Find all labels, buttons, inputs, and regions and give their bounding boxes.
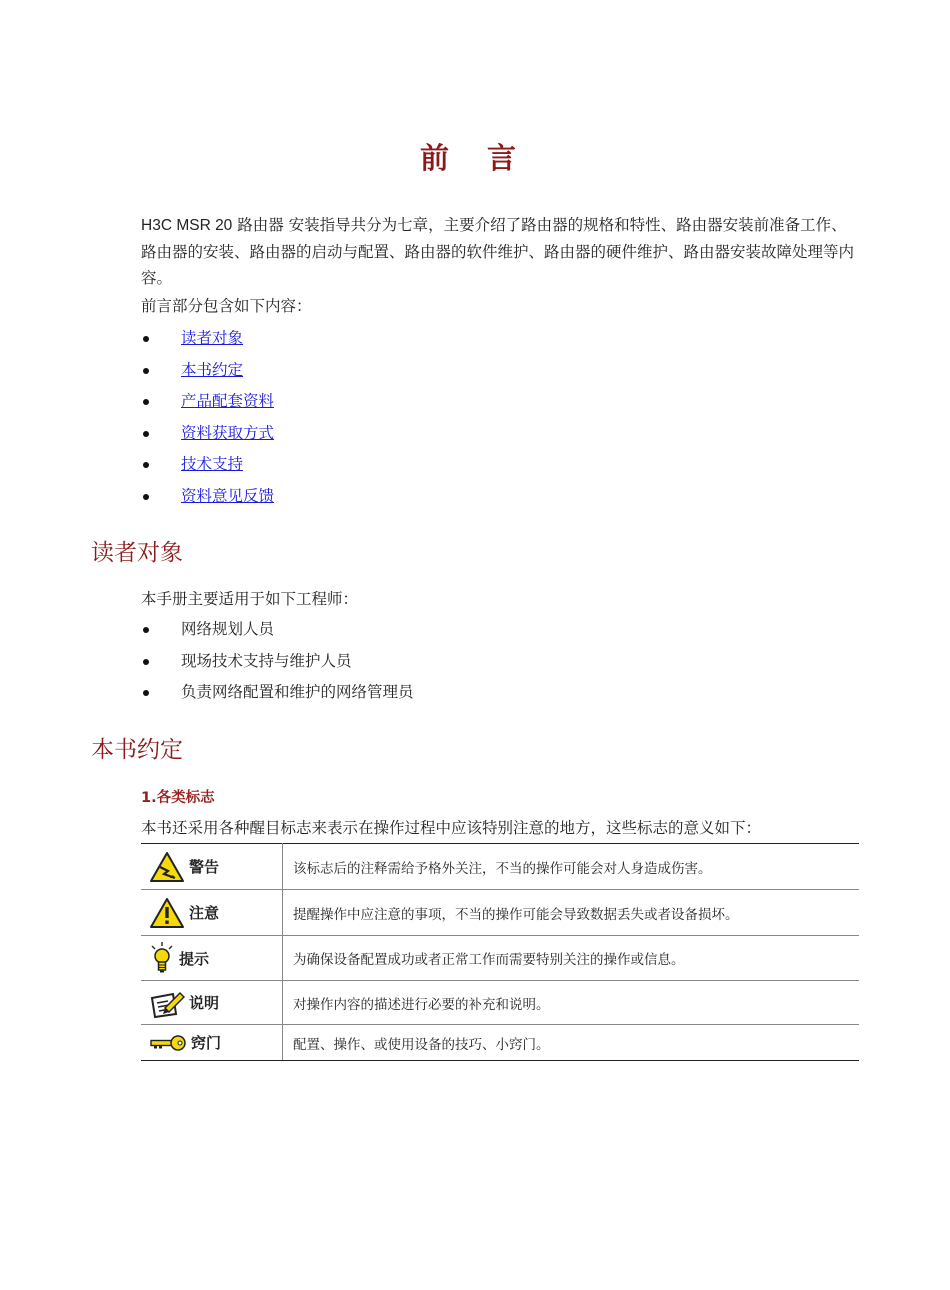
- list-item: [141, 646, 414, 678]
- toc-link-obtaining-docs[interactable]: 资料获取方式: [181, 423, 275, 442]
- list-item: [141, 355, 274, 387]
- sign-label: 提示: [179, 949, 210, 968]
- list-item: [141, 323, 274, 355]
- reader-item: 网络规划人员: [181, 620, 275, 638]
- sign-description: 提醒操作中应注意的事项，不当的操作可能会导致数据丢失或者设备损坏。: [283, 890, 860, 936]
- sign-label: 窍门: [191, 1034, 222, 1052]
- sign-cell: [141, 1025, 283, 1061]
- bullet-icon: [143, 627, 149, 633]
- readers-heading: 读者对象: [91, 540, 183, 566]
- preface-intro: 前言部分包含如下内容：: [141, 297, 312, 315]
- page-title: 前 言: [419, 141, 531, 175]
- sign-description: 对操作内容的描述进行必要的补充和说明。: [283, 981, 860, 1025]
- table-row: [141, 844, 859, 890]
- caution-icon: [149, 897, 185, 929]
- sign-label: 说明: [189, 994, 220, 1012]
- toc-link-tech-support[interactable]: 技术支持: [181, 455, 244, 474]
- reader-item: 负责网络配置和维护的网络管理员: [181, 683, 414, 702]
- sign-description: 为确保设备配置成功或者正常工作而需要特别关注的操作或信息。: [283, 936, 860, 981]
- intro-text: 路由器 安装指导共分为七章，主要介绍了路由器的规格和特性、路由器安装前准备工作、路由器的安装、路由器的启动与配置、路由器的软件维护、路由器的硬件维护、路由器安装故障处理等内容。: [141, 216, 855, 287]
- reader-item: 现场技术支持与维护人员: [181, 651, 352, 670]
- table-row: [141, 981, 859, 1025]
- list-item: [141, 614, 414, 646]
- table-row: [141, 1025, 859, 1061]
- list-item: [141, 418, 274, 450]
- sign-cell: [141, 936, 283, 981]
- toc-link-conventions[interactable]: 本书约定: [181, 360, 244, 379]
- table-row: [141, 936, 859, 981]
- list-item: [141, 481, 274, 513]
- key-icon: [149, 1034, 187, 1052]
- bullet-icon: [143, 659, 149, 665]
- table-row: [141, 890, 859, 936]
- bullet-icon: [143, 336, 149, 342]
- sign-cell: [141, 844, 283, 890]
- notepad-pencil-icon: [149, 988, 185, 1018]
- bullet-icon: [143, 462, 149, 468]
- toc-link-readers[interactable]: 读者对象: [181, 329, 244, 347]
- bullet-icon: [143, 399, 149, 405]
- sign-label: 注意: [189, 904, 220, 922]
- bullet-icon: [143, 431, 149, 437]
- sign-description: 该标志后的注释需给予格外关注，不当的操作可能会对人身造成伤害。: [283, 844, 860, 890]
- conventions-intro: 本书还采用各种醒目标志来表示在操作过程中应该特别注意的地方，这些标志的意义如下：: [141, 819, 762, 837]
- sign-cell: [141, 981, 283, 1025]
- product-name: H3C MSR 20: [141, 217, 233, 234]
- warning-lightning-icon: [149, 851, 185, 883]
- bullet-icon: [143, 494, 149, 500]
- list-item: [141, 677, 414, 709]
- toc-link-feedback[interactable]: 资料意见反馈: [181, 486, 275, 505]
- list-item: [141, 386, 274, 418]
- sign-cell: [141, 890, 283, 936]
- sign-description: 配置、操作、或使用设备的技巧、小窍门。: [283, 1025, 860, 1061]
- list-item: [141, 449, 274, 481]
- bullet-icon: [143, 368, 149, 374]
- intro-paragraph: [141, 212, 861, 291]
- readers-intro: 本手册主要适用于如下工程师：: [141, 590, 359, 608]
- bullet-icon: [143, 690, 149, 696]
- readers-list: [141, 614, 414, 709]
- sign-label: 警告: [189, 858, 220, 876]
- toc-link-product-docs[interactable]: 产品配套资料: [181, 392, 275, 411]
- toc-list: [141, 323, 274, 513]
- lightbulb-icon: [149, 941, 175, 975]
- signs-subheading: 1.各类标志: [141, 790, 215, 806]
- signs-table: [141, 843, 859, 1061]
- conventions-heading: 本书约定: [91, 737, 183, 763]
